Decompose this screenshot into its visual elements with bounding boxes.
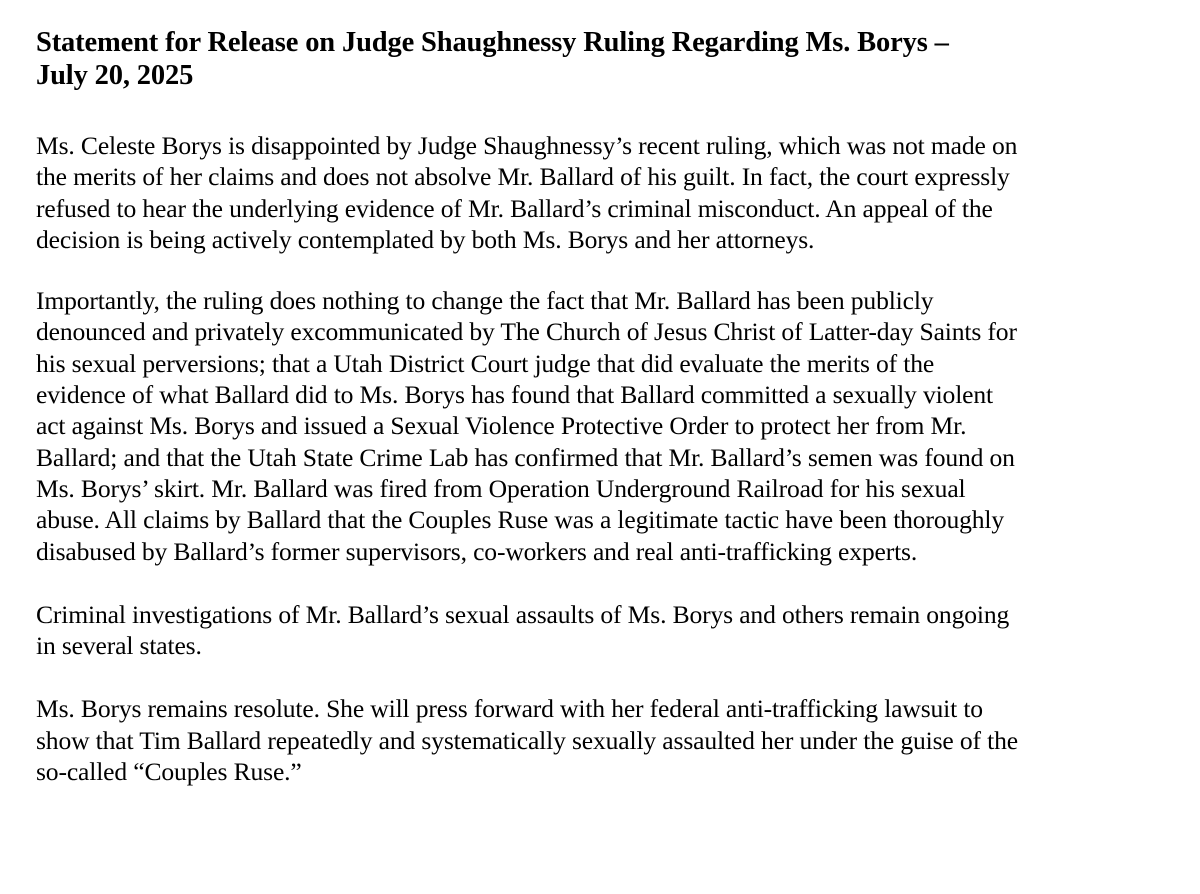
text-line: evidence of what Ballard did to Ms. Borys has found that Ballard committed a sexually violent	[36, 380, 993, 410]
text-line: disabused by Ballard’s former supervisors, co-workers and real anti-trafficking experts.	[36, 536, 918, 566]
title-line: Statement for Release on Judge Shaughnessy Ruling Regarding Ms. Borys –	[36, 27, 949, 58]
title-line: July 20, 2025	[36, 60, 194, 91]
text-line: refused to hear the underlying evidence of Mr. Ballard’s criminal misconduct. An appeal of the	[36, 193, 993, 223]
text-line: decision is being actively contemplated by both Ms. Borys and her attorneys.	[36, 224, 815, 254]
paragraph-resolute	[36, 693, 1176, 787]
text-line: in several states.	[36, 631, 202, 661]
text-line: Ms. Celeste Borys is disappointed by Judge Shaughnessy’s recent ruling, which was not made on	[36, 131, 1018, 160]
text-line: denounced and privately excommunicated by The Church of Jesus Christ of Latter-day Saints for	[36, 317, 1017, 347]
document	[36, 26, 1176, 787]
text-line: his sexual perversions; that a Utah District Court judge that did evaluate the merits of the	[36, 348, 935, 378]
text-line: Ms. Borys’ skirt. Mr. Ballard was fired from Operation Underground Railroad for his sexual	[36, 473, 966, 503]
text-line: act against Ms. Borys and issued a Sexual Violence Protective Order to protect her from Mr.	[36, 411, 967, 441]
paragraph-importantly	[36, 285, 1176, 567]
text-line: show that Tim Ballard repeatedly and systematically sexually assaulted her under the guise of the	[36, 725, 1018, 755]
text-line: Ballard; and that the Utah State Crime Lab has confirmed that Mr. Ballard’s semen was found on	[36, 442, 1015, 472]
paragraph-investigations	[36, 599, 1176, 662]
text-line: Criminal investigations of Mr. Ballard’s sexual assaults of Ms. Borys and others remain ongoing	[36, 599, 1010, 629]
text-line: the merits of her claims and does not absolve Mr. Ballard of his guilt. In fact, the court expressly	[36, 162, 1010, 192]
text-line: so-called “Couples Ruse.”	[36, 757, 302, 787]
document-title	[36, 26, 1176, 92]
text-line: Ms. Borys remains resolute. She will press forward with her federal anti-trafficking lawsuit to	[36, 694, 983, 724]
text-line: abuse. All claims by Ballard that the Couples Ruse was a legitimate tactic have been thoroughly	[36, 505, 1005, 535]
text-line: Importantly, the ruling does nothing to change the fact that Mr. Ballard has been publicly	[36, 286, 934, 316]
paragraph-disappointed	[36, 130, 1176, 255]
